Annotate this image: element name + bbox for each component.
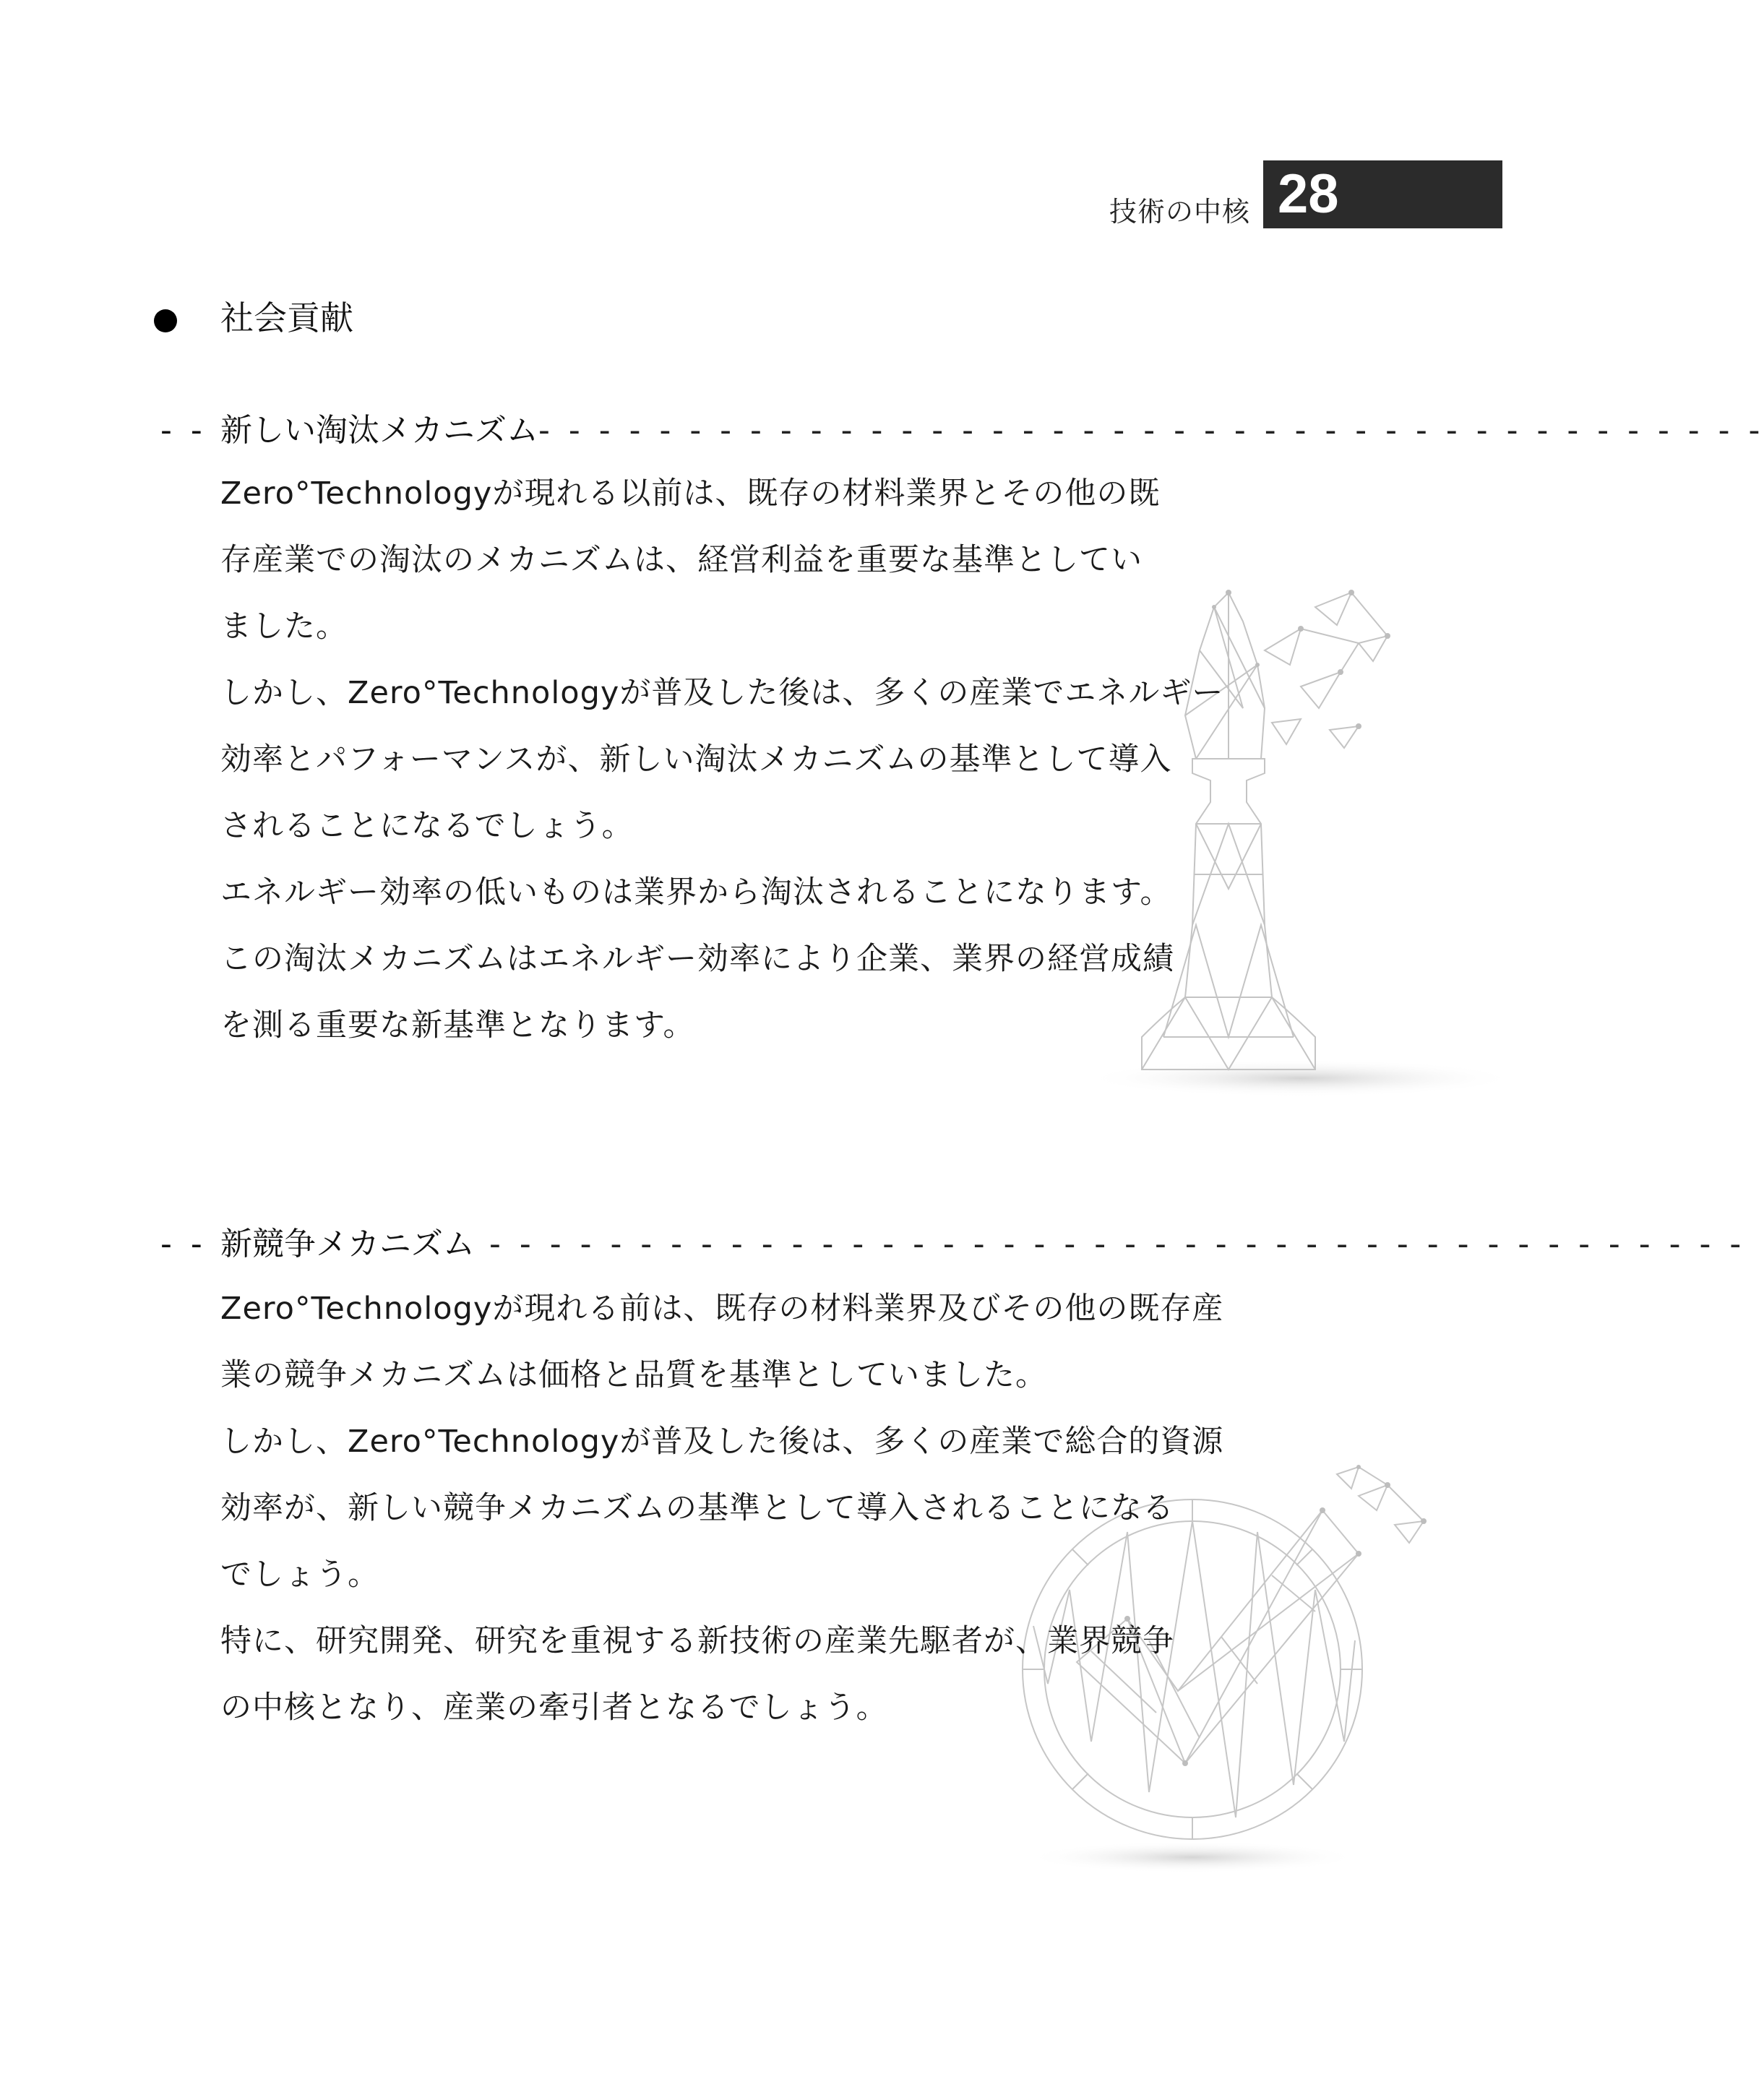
body-line: エネルギー効率の低いものは業界から淘汰されることになります。 — [220, 874, 1172, 911]
body-line: の中核となり、産業の牽引者となるでしょう。 — [220, 1690, 888, 1726]
section-title: 社会貢献 — [220, 298, 353, 337]
heading-text: 新競争メカニズム — [220, 1226, 475, 1262]
body-line: 効率とパフォーマンスが、新しい淘汰メカニズムの基準として導入 — [220, 741, 1172, 778]
body-line: ました。 — [220, 608, 348, 645]
body-line: 特に、研究開発、研究を重視する新技術の産業先駆者が、業界競争 — [220, 1623, 1174, 1659]
page-number: 28 — [1278, 163, 1339, 225]
heading-dash-suffix: - - - - - - - - - - - - - - - - - - - - - - - - - - - - - - - - - - - - - - - - - - — [475, 1226, 1746, 1262]
body-line: 効率が、新しい競争メカニズムの基準として導入されることになる — [220, 1490, 1174, 1526]
body-line: Zero°Technologyが現れる前は、既存の材料業界及びその他の既存産 — [220, 1291, 1224, 1327]
body-line: でしょう。 — [220, 1557, 379, 1593]
page-number-badge — [1263, 160, 1502, 228]
body-block-2 — [220, 1275, 1261, 1741]
sub-heading-1 — [160, 408, 1764, 454]
body-line: しかし、Zero°Technologyが普及した後は、多くの産業でエネルギー — [220, 675, 1224, 711]
body-line: しかし、Zero°Technologyが普及した後は、多くの産業で総合的資源 — [220, 1424, 1224, 1460]
heading-text: 新しい淘汰メカニズム — [220, 412, 538, 449]
body-block-1 — [220, 460, 1261, 1059]
body-line: 存産業での淘汰のメカニズムは、経営利益を重要な基準としてい — [220, 542, 1143, 578]
sub-heading-2 — [160, 1221, 1746, 1268]
bullet-icon — [154, 309, 177, 332]
body-line: されることになるでしょう。 — [220, 808, 634, 844]
body-line: を測る重要な新基準となります。 — [220, 1007, 695, 1043]
heading-dash-prefix: - - — [160, 412, 207, 449]
body-line: この淘汰メカニズムはエネルギー効率により企業、業界の経営成績 — [220, 941, 1174, 977]
header-label: 技術の中核 — [1109, 196, 1250, 228]
heading-dash-prefix: - - — [160, 1226, 207, 1262]
heading-dash-suffix: - - - - - - - - - - - - - - - - - - - - - - - - - - - - - - - - - - - - - - - - - — [538, 412, 1764, 449]
body-line: 業の競争メカニズムは価格と品質を基準としていました。 — [220, 1357, 1047, 1393]
body-line: Zero°Technologyが現れる以前は、既存の材料業界とその他の既 — [220, 475, 1161, 512]
